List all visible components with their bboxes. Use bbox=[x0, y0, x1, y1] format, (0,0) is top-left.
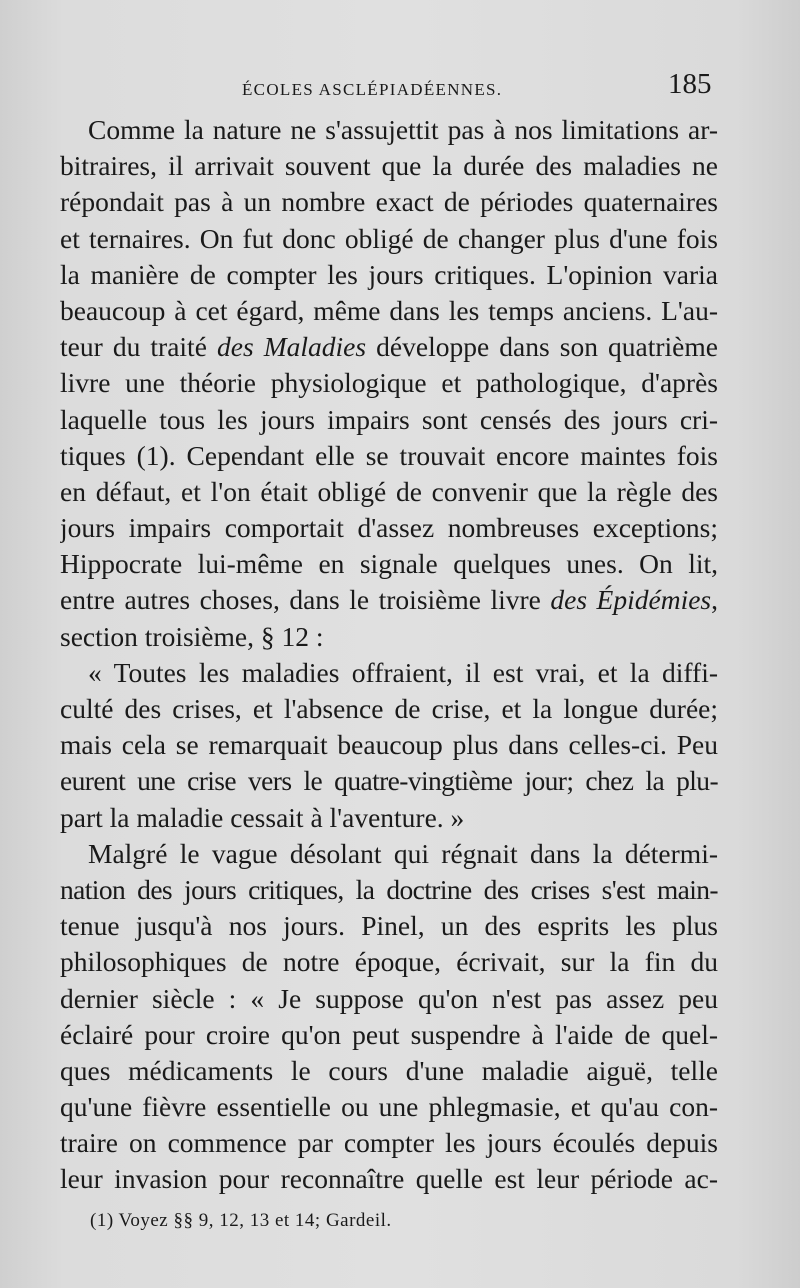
body-text bbox=[60, 112, 718, 1198]
text-line-20: part la maladie cessait à l'aventure. » bbox=[60, 801, 465, 833]
text-line-10: tiques (1). Cependant elle se trouvait encore maintes fois bbox=[60, 439, 718, 471]
running-title: ÉCOLES ASCLÉPIADÉENNES. bbox=[242, 80, 503, 99]
text-line-29: traire on commence par compter les jours écoulés depuis bbox=[60, 1127, 718, 1159]
text-line-25: dernier siècle : « Je suppose qu'on n'est pas assez peu bbox=[60, 982, 718, 1014]
text-line-15: section troisième, § 12 : bbox=[60, 620, 324, 652]
text-line-19: eurent une crise vers le quatre-vingtième jour; chez la plu- bbox=[60, 765, 718, 797]
text-line-30: leur invasion pour reconnaître quelle est leur période ac- bbox=[60, 1163, 718, 1195]
text-line-4: et ternaires. On fut donc obligé de changer plus d'une fois bbox=[60, 222, 718, 254]
text-line-11: en défaut, et l'on était obligé de convenir que la règle des bbox=[60, 475, 718, 507]
text-line-9: laquelle tous les jours impairs sont censés des jours cri- bbox=[60, 403, 718, 435]
text-line-13: Hippocrate lui-même en signale quelques unes. On lit, bbox=[60, 548, 718, 580]
text-line-17: culté des crises, et l'absence de crise, et la longue durée; bbox=[60, 693, 718, 724]
italic-title-des-maladies: des Maladies bbox=[217, 331, 367, 363]
running-head bbox=[0, 68, 800, 106]
text-line-8: livre une théorie physiologique et pathologique, d'après bbox=[60, 367, 718, 399]
text-line-21: Malgré le vague désolant qui régnait dans la détermi- bbox=[88, 837, 718, 869]
text-line-7: teur du traité des Maladies développe dans son quatrième bbox=[60, 331, 718, 363]
text-line-12: jours impairs comportait d'assez nombreuses exceptions; bbox=[60, 512, 718, 544]
text-line-23: tenue jusqu'à nos jours. Pinel, un des esprits les plus bbox=[60, 910, 718, 942]
text-line-2: bitraires, il arrivait souvent que la durée des maladies ne bbox=[60, 150, 718, 182]
text-line-24: philosophiques de notre époque, écrivait, sur la fin du bbox=[60, 946, 718, 978]
text-line-1: Comme la nature ne s'assujettit pas à nos limitations ar- bbox=[88, 114, 718, 145]
text-line-14: entre autres choses, dans le troisième livre des Épidémies, bbox=[60, 584, 718, 616]
text-line-16: « Toutes les maladies offraient, il est vrai, et la diffi- bbox=[88, 656, 718, 688]
text-line-6: beaucoup à cet égard, même dans les temps anciens. L'au- bbox=[60, 294, 718, 326]
page-number: 185 bbox=[668, 68, 712, 100]
text-line-5: la manière de compter les jours critiques. L'opinion varia bbox=[60, 258, 718, 290]
text-line-22: nation des jours critiques, la doctrine des crises s'est main- bbox=[60, 873, 718, 905]
footnote: (1) Voyez §§ 9, 12, 13 et 14; Gardeil. bbox=[90, 1210, 392, 1231]
italic-title-des-epidemies: des Épidémies bbox=[550, 584, 712, 616]
text-line-28: qu'une fièvre essentielle ou une phlegmasie, et qu'au con- bbox=[60, 1091, 718, 1123]
text-line-27: ques médicaments le cours d'une maladie aiguë, telle bbox=[60, 1054, 718, 1086]
text-line-26: éclairé pour croire qu'on peut suspendre à l'aide de quel- bbox=[60, 1018, 718, 1050]
text-line-18: mais cela se remarquait beaucoup plus dans celles-ci. Peu bbox=[60, 729, 718, 761]
text-line-3: répondait pas à un nombre exact de périodes quaternaires bbox=[60, 186, 718, 218]
